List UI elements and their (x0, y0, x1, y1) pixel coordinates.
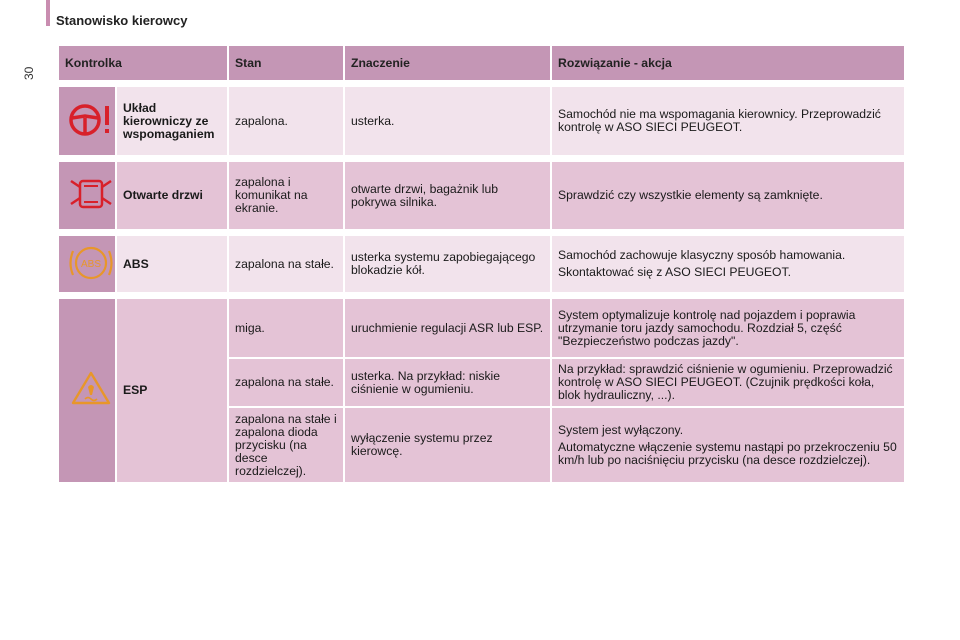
esp-name: ESP (117, 299, 227, 482)
esp-row2-stan: zapalona na stałe. (229, 359, 343, 406)
esp-row2-znaczenie: usterka. Na przykład: niskie ciśnienie w ogumieniu. (345, 359, 550, 406)
header-rozwiazanie: Rozwiązanie - akcja (552, 46, 904, 80)
abs-rozwiazanie (552, 236, 904, 292)
page-number: 30 (22, 66, 36, 80)
header-kontrolka: Kontrolka (59, 46, 227, 80)
esp-row3-znaczenie: wyłączenie systemu przez kierowcę. (345, 408, 550, 482)
doors-znaczenie: otwarte drzwi, bagażnik lub pokrywa silnika. (345, 162, 550, 229)
abs-icon-text: ABS (80, 258, 102, 270)
header-znaczenie: Znaczenie (345, 46, 550, 80)
abs-stan: zapalona na stałe. (229, 236, 343, 292)
table-row (59, 87, 904, 155)
esp-warning-icon (59, 299, 115, 482)
doors-rozwiazanie: Sprawdzić czy wszystkie elementy są zamknięte. (552, 162, 904, 229)
steering-rozwiazanie: Samochód nie ma wspomagania kierownicy. Przeprowadzić kontrolę w ASO SIECI PEUGEOT. (552, 87, 904, 155)
doors-stan: zapalona i komunikat na ekranie. (229, 162, 343, 229)
doors-name: Otwarte drzwi (117, 162, 227, 229)
abs-rozwiazanie-1: Samochód zachowuje klasyczny sposób hamowania. (558, 248, 846, 262)
abs-znaczenie: usterka systemu zapobiegającego blokadzie kół. (345, 236, 550, 292)
esp-row3-rozwiazanie (552, 408, 904, 482)
abs-rozwiazanie-2: Skontaktować się z ASO SIECI PEUGEOT. (558, 265, 792, 279)
table-row (59, 162, 904, 229)
esp-row1-stan: miga. (229, 299, 343, 357)
esp-row3-rozwiazanie-1: System jest wyłączony. (558, 422, 684, 437)
steering-name: Układ kierowniczy ze wspomaganiem (117, 87, 227, 155)
esp-row1-znaczenie: uruchmienie regulacji ASR lub ESP. (345, 299, 550, 357)
warning-lights-table (57, 46, 906, 482)
esp-row3-rozwiazanie-2: Automatyczne włączenie systemu nastąpi po przekroczeniu 50 km/h lub po naciśnięciu przycisku (na desce rozdzielczej). (558, 439, 897, 467)
esp-row3-stan: zapalona na stałe i zapalona dioda przycisku (na desce rozdzielczej). (229, 408, 343, 482)
section-marker (46, 0, 50, 26)
section-title: Stanowisko kierowcy (56, 13, 188, 28)
esp-row2-rozwiazanie: Na przykład: sprawdzić ciśnienie w ogumieniu. Przeprowadzić kontrolę w ASO SIECI PEUGEOT. (Czujnik prędkości koła, blok hydrauliczny, ...). (552, 359, 904, 406)
table-header-row (59, 46, 904, 80)
table-row (59, 236, 904, 292)
abs-icon (59, 236, 115, 292)
steering-stan: zapalona. (229, 87, 343, 155)
door-open-icon (59, 162, 115, 229)
abs-name: ABS (117, 236, 227, 292)
esp-row1-rozwiazanie: System optymalizuje kontrolę nad pojazdem i poprawia utrzymanie toru jazdy samochodu. Rozdział 5, część "Bezpieczeństwo podczas jazdy". (552, 299, 904, 357)
header-stan: Stan (229, 46, 343, 80)
table-row (59, 299, 904, 357)
steering-znaczenie: usterka. (345, 87, 550, 155)
steering-warning-icon (59, 87, 115, 155)
